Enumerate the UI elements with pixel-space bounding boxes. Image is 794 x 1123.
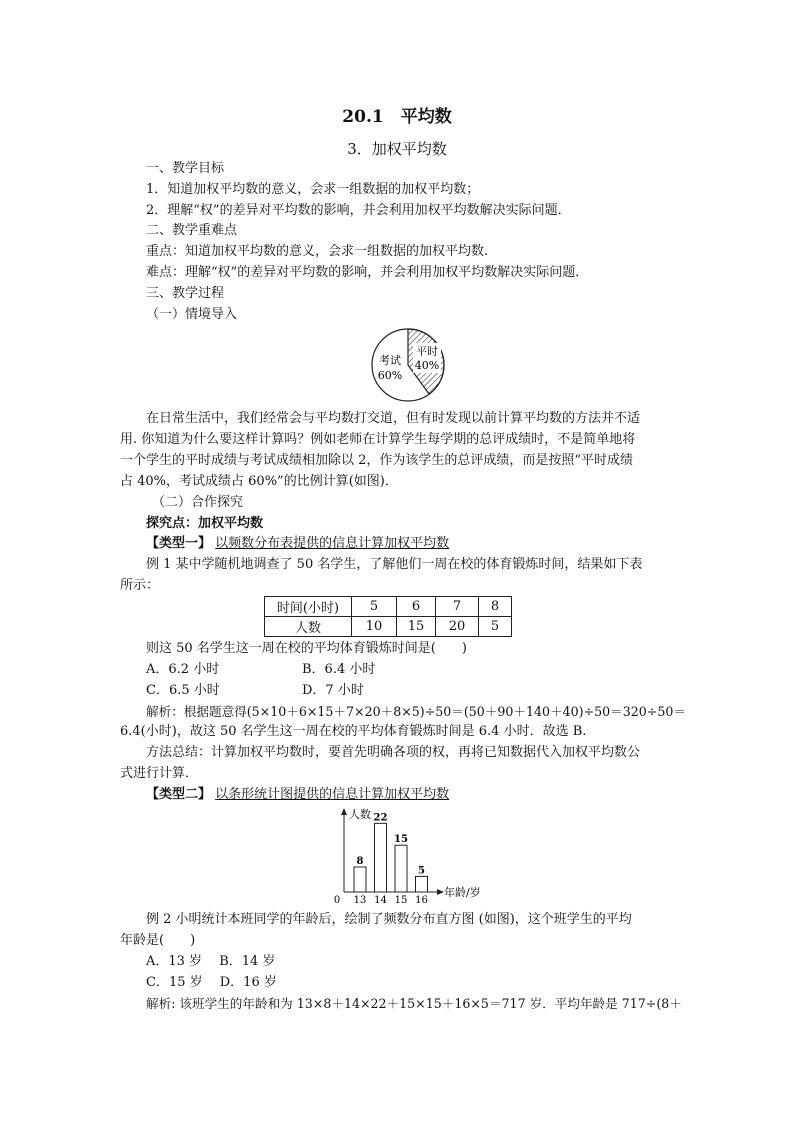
- intro-line-3: 一个学生的平时成绩与考试成绩相加除以 2，作为该学生的总评成绩，而是按照“平时成绩: [120, 453, 634, 468]
- bar-13: [354, 867, 366, 892]
- bar-group: [354, 812, 428, 904]
- pie-chart: [370, 327, 446, 403]
- goal-1: 1．知道加权平均数的意义，会求一组数据的加权平均数；: [146, 182, 480, 197]
- x-axis-label: 年龄/岁: [444, 886, 481, 899]
- type1-heading: [146, 534, 449, 554]
- options-2-ab: A．13 岁 B．14 岁: [146, 954, 276, 969]
- solution-1-line-2: 6.4(小时)，故这 50 名学生这一周在校的平均体育锻炼时间是 6.4 小时．故选 B.: [120, 724, 587, 739]
- option-1c: C．6.5 小时: [146, 683, 220, 698]
- table-cell: 人数: [265, 617, 352, 637]
- question-1: 则这 50 名学生这一周在校的平均体育锻炼时间是( ): [146, 641, 467, 656]
- bar-14: [375, 823, 387, 892]
- option-1b: B．6.4 小时: [302, 662, 376, 677]
- heading-process: 三、教学过程: [146, 286, 225, 301]
- intro-line-4: 占 40%，考试成绩占 60%”的比例计算(如图)．: [120, 474, 398, 489]
- x-tick-label: 14: [374, 895, 387, 904]
- bar-15: [395, 845, 407, 892]
- table-cell: 20: [436, 617, 479, 637]
- type1-tag: 【类型一】: [146, 536, 212, 551]
- explore-point: 探究点：加权平均数: [146, 516, 264, 531]
- intro-line-1: 在日常生活中，我们经常会与平均数打交道，但有时发现以前计算平均数的方法并不适: [146, 411, 641, 426]
- example1-line-2: 所示：: [120, 578, 160, 593]
- y-axis-arrow: [341, 808, 347, 815]
- part-intro-heading: （一）情境导入: [146, 307, 238, 322]
- option-1a: A．6.2 小时: [146, 662, 220, 677]
- type1-text: 以频数分布表提供的信息计算加权平均数: [215, 536, 450, 551]
- example1-line-1: 例 1 某中学随机地调查了 50 名学生，了解他们一周在校的体育锻炼时间，结果如下表: [146, 557, 643, 572]
- bar-chart: [330, 804, 500, 904]
- table-cell: 7: [436, 597, 479, 617]
- y-axis-label: 人数: [349, 808, 371, 821]
- table-cell: 6: [397, 597, 436, 617]
- bar-value-label: 5: [418, 865, 425, 877]
- solution-1-line-1: 解析：根据题意得(5×10＋6×15＋7×20＋8×5)÷50＝(50＋90＋140＋40)÷50＝320÷50＝: [146, 704, 686, 719]
- x-tick-label: 16: [415, 895, 428, 904]
- page-title: 20.1 平均数: [342, 107, 452, 127]
- intro-line-2: 用. 你知道为什么要这样计算吗？例如老师在计算学生每学期的总评成绩时，不是简单地将: [120, 432, 636, 447]
- heading-teaching-goals: 一、教学目标: [146, 161, 225, 176]
- section-subtitle: 3．加权平均数: [347, 140, 447, 158]
- solution-2-line-1: 解析: 该班学生的年龄和为 13×8＋14×22＋15×15＋16×5＝717 岁．平均年龄是 717÷(8＋: [146, 996, 682, 1011]
- difficult-point: 难点：理解“权”的差异对平均数的影响，并会利用加权平均数解决实际问题．: [146, 265, 589, 280]
- bar-value-label: 15: [394, 834, 408, 846]
- goal-2: 2．理解“权”的差异对平均数的影响，并会利用加权平均数解决实际问题．: [146, 203, 571, 218]
- table-row: [265, 597, 512, 617]
- table-cell: 8: [479, 597, 512, 617]
- origin-label: 0: [333, 895, 341, 904]
- table-cell: 10: [352, 617, 397, 637]
- part-explore-heading: （二）合作探究: [152, 495, 244, 510]
- table-cell: 15: [397, 617, 436, 637]
- key-point: 重点：知道加权平均数的意义，会求一组数据的加权平均数.: [146, 244, 489, 259]
- table-row: [265, 617, 512, 637]
- example2-line-2: 年龄是( ): [120, 933, 196, 948]
- type2-text: 以条形统计图提供的信息计算加权平均数: [215, 787, 450, 802]
- bar-value-label: 8: [356, 856, 364, 868]
- method-line-2: 式进行计算．: [120, 766, 199, 781]
- heading-key-points: 二、教学重难点: [146, 223, 238, 238]
- frequency-table: [264, 596, 512, 637]
- type2-heading: [146, 785, 449, 805]
- method-line-1: 方法总结：计算加权平均数时，要首先明确各项的权，再将已知数据代入加权平均数公: [146, 745, 641, 760]
- example2-line-1: 例 2 小明统计本班同学的年龄后，绘制了频数分布直方图 (如图)，这个班学生的平均: [146, 912, 632, 927]
- table-cell: 5: [479, 617, 512, 637]
- options-2-cd: C．15 岁 D．16 岁: [146, 975, 277, 990]
- pie-label-daily: 平时: [416, 345, 438, 358]
- x-axis-arrow: [437, 889, 444, 895]
- bar-16: [416, 876, 428, 892]
- type2-tag: 【类型二】: [146, 787, 212, 802]
- pie-pct-exam: 60%: [377, 369, 403, 382]
- table-cell: 5: [352, 597, 397, 617]
- x-tick-label: 15: [394, 895, 408, 904]
- option-1d: D．7 小时: [302, 683, 364, 698]
- bar-value-label: 22: [373, 812, 388, 824]
- x-tick-label: 13: [353, 895, 367, 904]
- table-cell: 时间(小时): [265, 597, 352, 617]
- pie-label-exam: 考试: [379, 354, 401, 367]
- pie-pct-daily: 40%: [414, 359, 440, 372]
